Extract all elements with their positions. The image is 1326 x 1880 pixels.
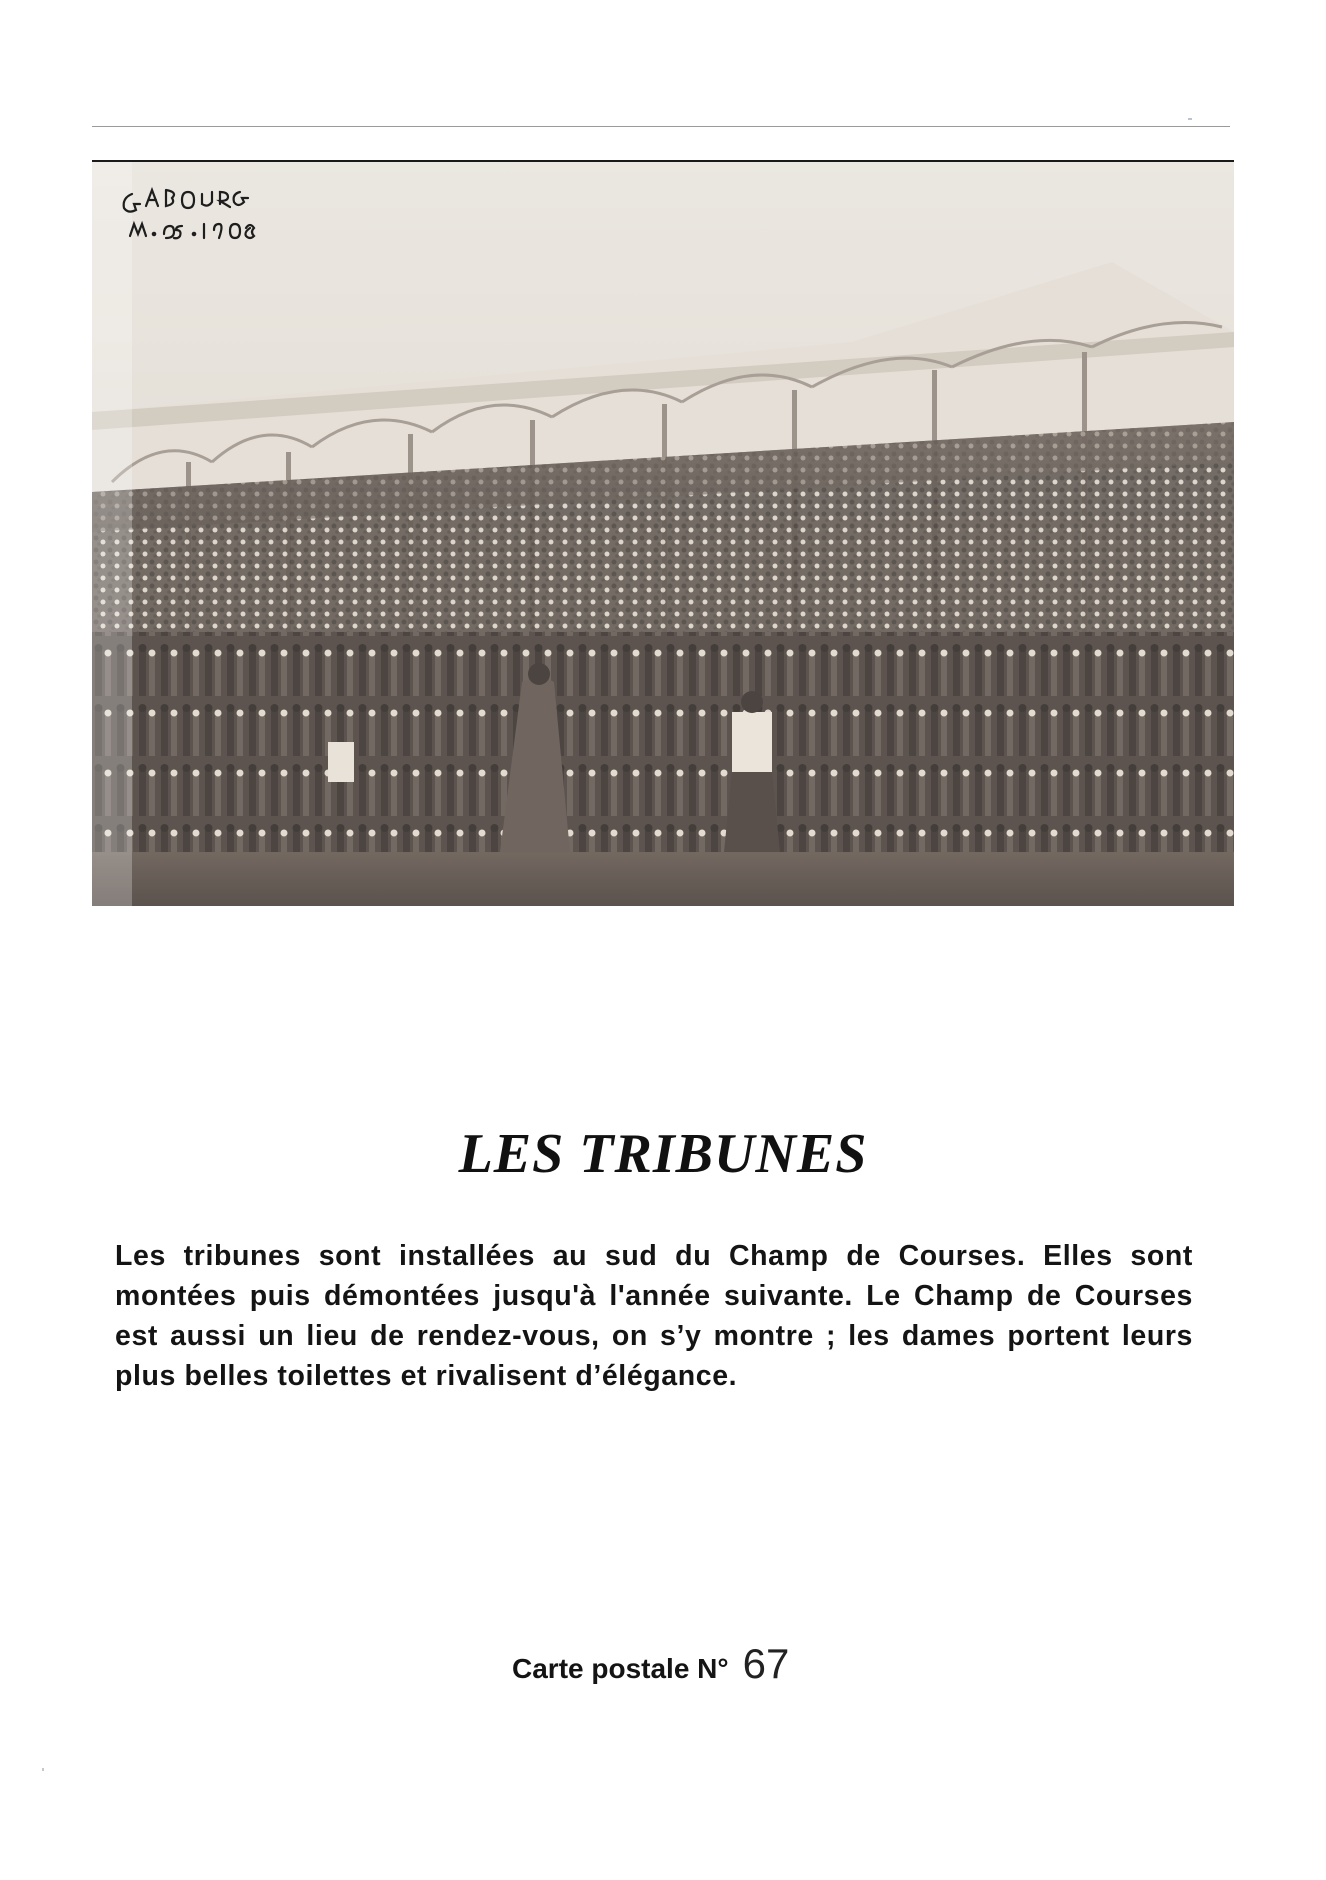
page-title: LES TRIBUNES (458, 1123, 868, 1185)
postcard-label: Carte postale N° (512, 1653, 729, 1684)
scan-speck (42, 1768, 44, 1771)
top-rule (92, 126, 1230, 127)
body-paragraph: Les tribunes sont installées au sud du Champ de Courses. Elles sont montées puis démontées jusqu'à l'année suivante. Le Champ de Courses est aussi un lieu de rendez-vous, on s’y montre ; les dames portent leurs plus belles toilettes et rivalisent d’élégance. (115, 1240, 1193, 1392)
scan-speck (1188, 118, 1192, 120)
postcard-photo (92, 160, 1234, 906)
inscription-handwriting (110, 176, 260, 266)
postcard-footer (512, 1640, 789, 1700)
postcard-number: 67 (742, 1640, 790, 1687)
grandstand-photo-illustration (92, 162, 1234, 906)
handwritten-inscription (110, 176, 260, 266)
